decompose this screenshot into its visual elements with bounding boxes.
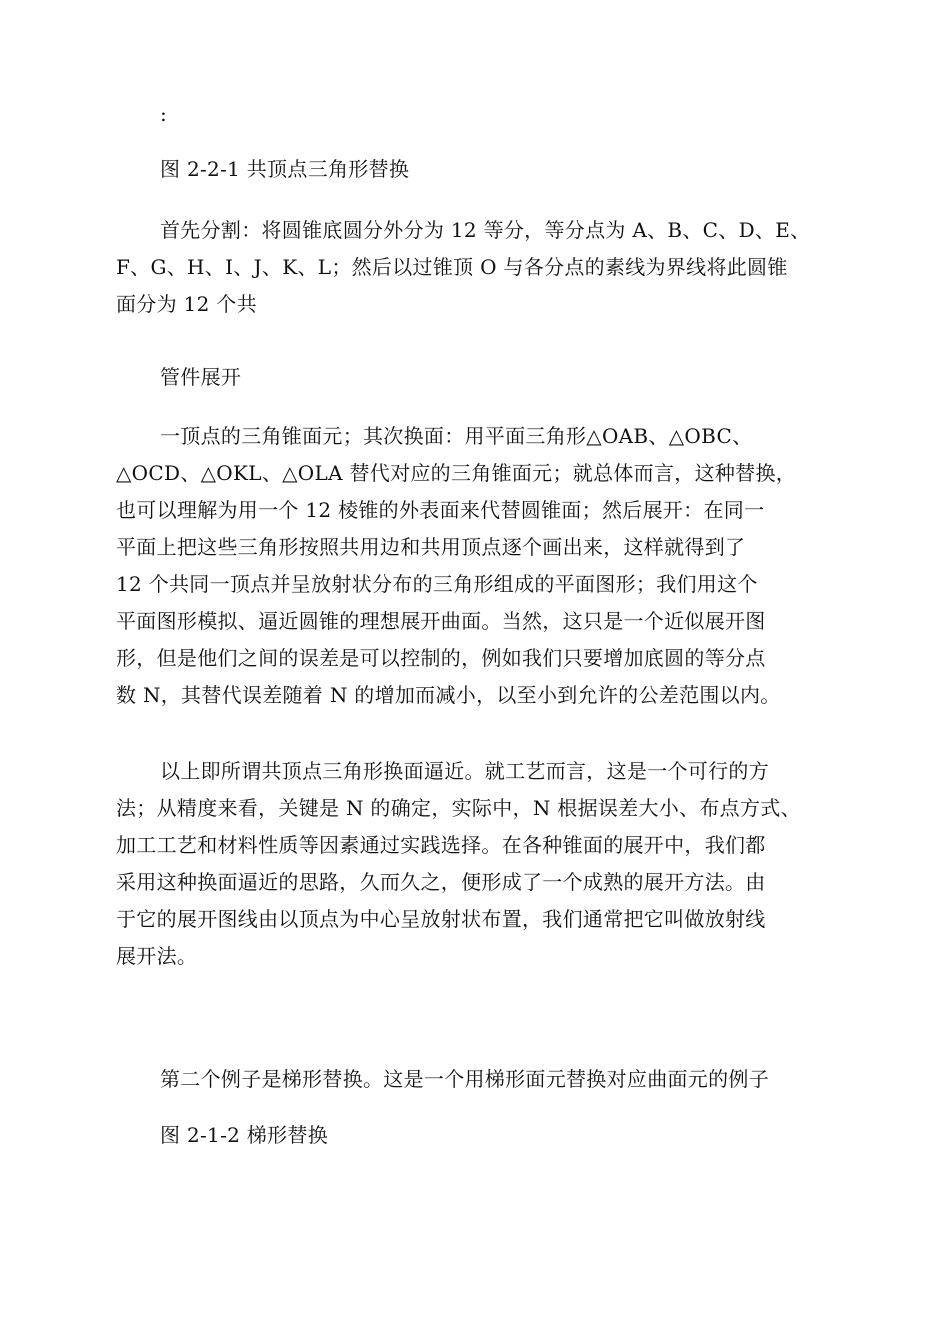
paragraph-2-line: 平面上把这些三角形按照共用边和共用顶点逐个画出来，这样就得到了 bbox=[116, 535, 746, 559]
colon-text: : bbox=[160, 102, 168, 126]
paragraph-2-line: 平面图形模拟、逼近圆锥的理想展开曲面。当然，这只是一个近似展开图 bbox=[116, 609, 766, 633]
paragraph-1-line: F、G、H、I、J、K、L；然后以过锥顶 O 与各分点的素线为界线将此圆锥 bbox=[116, 255, 788, 279]
paragraph-2-line: 形，但是他们之间的误差是可以控制的，例如我们只要增加底圆的等分点 bbox=[116, 646, 766, 670]
paragraph-3-line: 以上即所谓共顶点三角形换面逼近。就工艺而言，这是一个可行的方 bbox=[160, 759, 769, 783]
paragraph-3-line: 加工工艺和材料性质等因素通过实践选择。在各种锥面的展开中，我们都 bbox=[116, 833, 766, 857]
paragraph-3 bbox=[116, 753, 856, 975]
paragraph-3-line: 于它的展开图线由以顶点为中心呈放射状布置，我们通常把它叫做放射线 bbox=[116, 907, 766, 931]
figure-caption-2-text: 图 2-1-2 梯形替换 bbox=[160, 1123, 329, 1147]
figure-caption-1 bbox=[116, 151, 856, 188]
paragraph-2-line: △OCD、△OKL、△OLA 替代对应的三角锥面元；就总体而言，这种替换， bbox=[116, 461, 797, 485]
paragraph-2-line: 数 N，其替代误差随着 N 的增加而减小，以至小到允许的公差范围以内。 bbox=[116, 683, 781, 707]
paragraph-2-line: 也可以理解为用一个 12 棱锥的外表面来代替圆锥面；然后展开：在同一 bbox=[116, 498, 765, 522]
figure-caption-2 bbox=[116, 1117, 856, 1154]
paragraph-3-line: 采用这种换面逼近的思路，久而久之，便形成了一个成熟的展开方法。由 bbox=[116, 870, 766, 894]
paragraph-4-text: 第二个例子是梯形替换。这是一个用梯形面元替换对应曲面元的例子 bbox=[160, 1067, 769, 1091]
paragraph-1-line: 首先分割：将圆锥底圆分外分为 12 等分，等分点为 A、B、C、D、E、 bbox=[160, 218, 811, 242]
paragraph-2 bbox=[116, 418, 856, 714]
section-heading-text: 管件展开 bbox=[160, 365, 242, 389]
colon-mark bbox=[116, 96, 856, 133]
paragraph-4 bbox=[116, 1061, 856, 1098]
paragraph-3-line: 法；从精度来看，关键是 N 的确定，实际中，N 根据误差大小、布点方式、 bbox=[116, 796, 801, 820]
paragraph-2-line: 一顶点的三角锥面元；其次换面：用平面三角形△OAB、△OBC、 bbox=[160, 424, 753, 448]
paragraph-3-line: 展开法。 bbox=[116, 944, 198, 968]
paragraph-2-line: 12 个共同一顶点并呈放射状分布的三角形组成的平面图形；我们用这个 bbox=[116, 572, 758, 596]
paragraph-1 bbox=[116, 212, 856, 323]
paragraph-1-line: 面分为 12 个共 bbox=[116, 292, 257, 316]
figure-caption-1-text: 图 2-2-1 共顶点三角形替换 bbox=[160, 157, 410, 181]
section-heading bbox=[116, 359, 856, 396]
